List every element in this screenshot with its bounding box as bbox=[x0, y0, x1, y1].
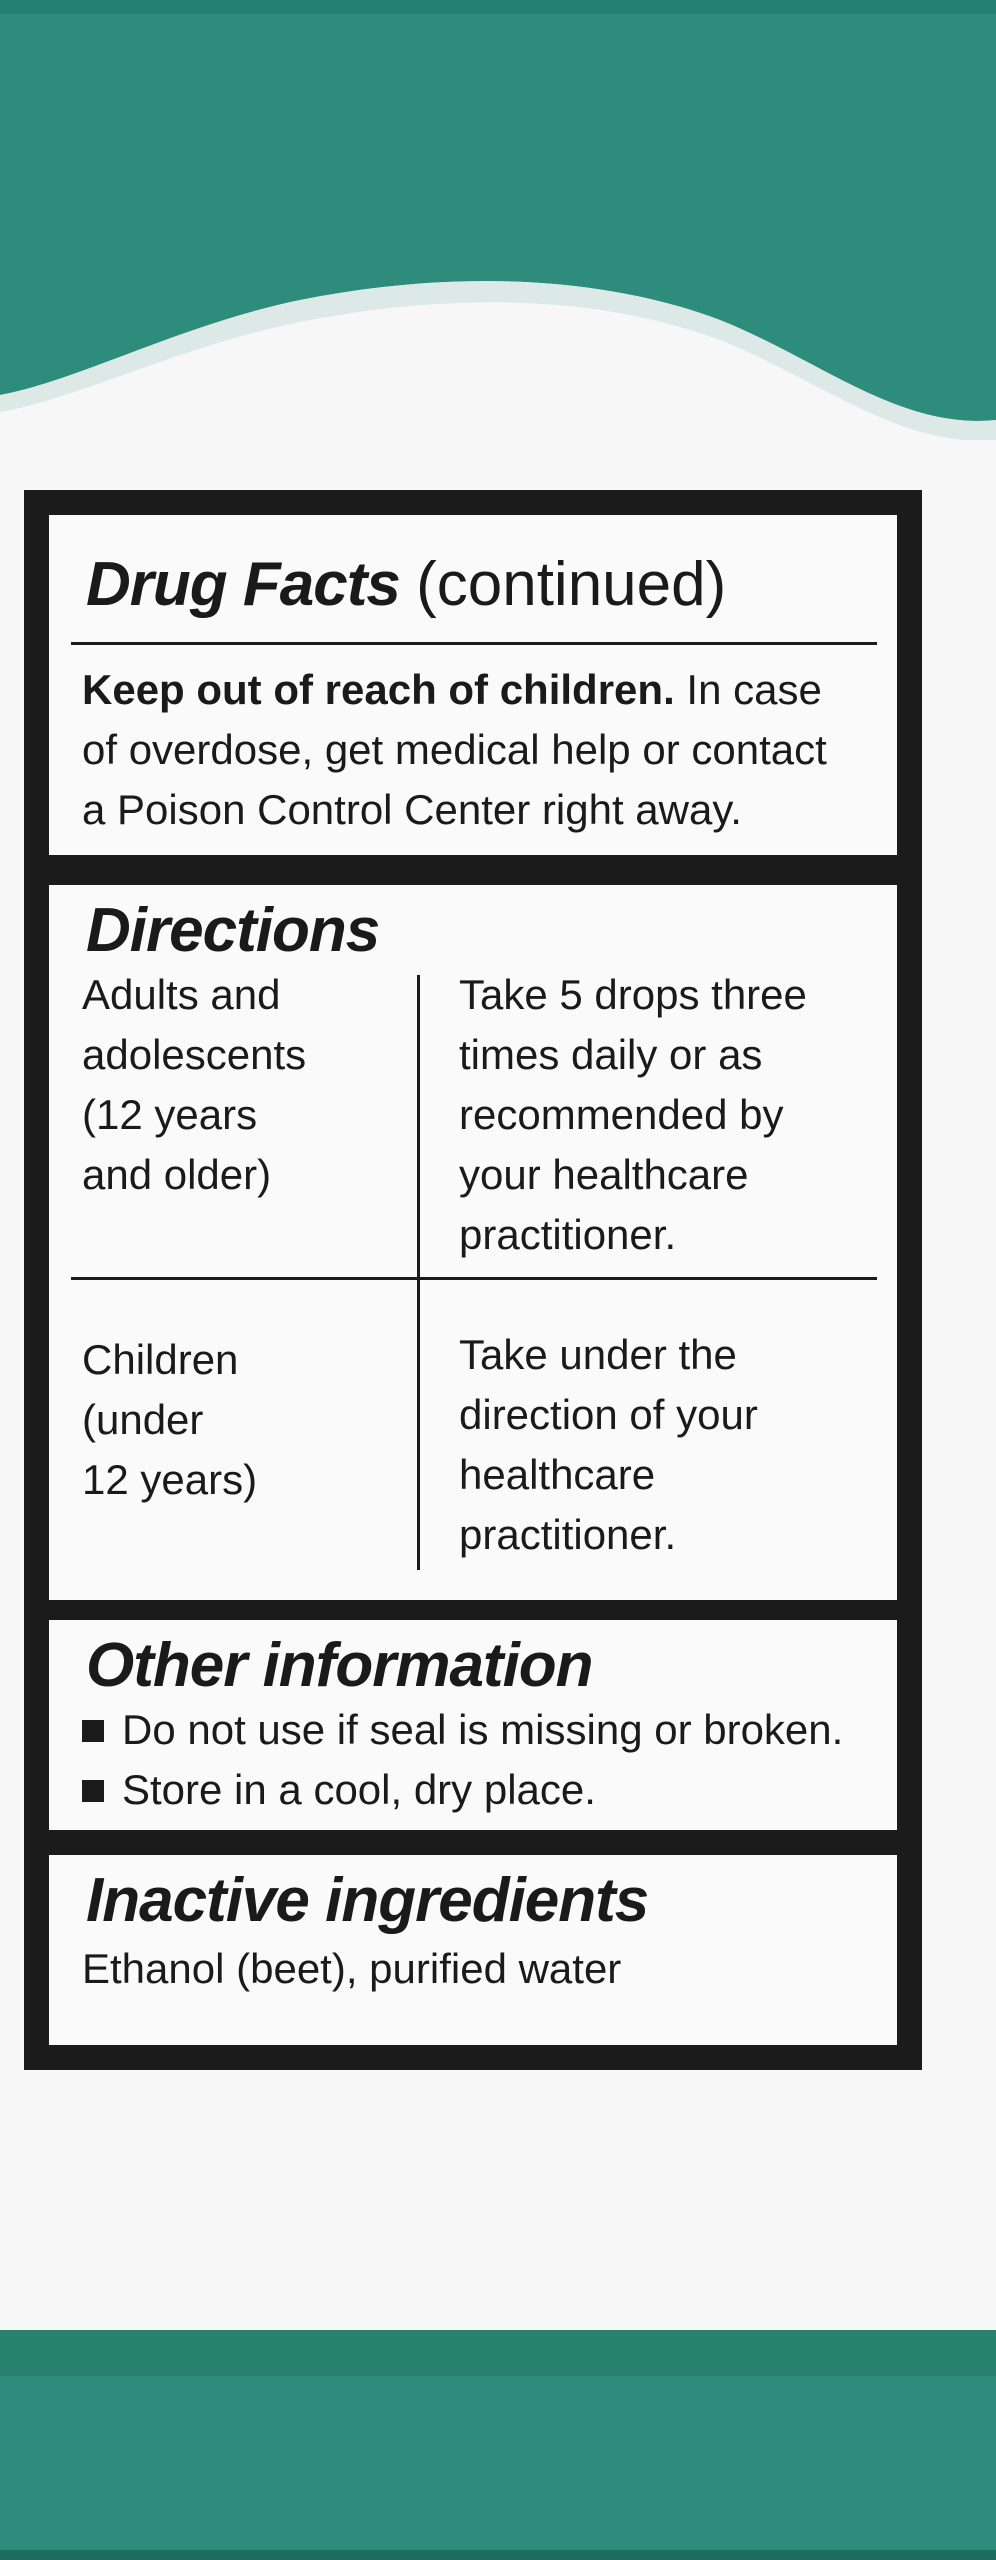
square-bullet-icon bbox=[82, 1780, 104, 1802]
directions-column-divider bbox=[417, 975, 420, 1570]
other-information-item bbox=[82, 1760, 596, 1820]
directions-row-1-who bbox=[82, 965, 306, 1205]
who-line: Adults and bbox=[82, 971, 281, 1018]
warning-bold: Keep out of reach of children. bbox=[82, 666, 675, 713]
directions-row-divider bbox=[71, 1277, 877, 1280]
who-line: (under bbox=[82, 1396, 204, 1443]
warning-line-2: of overdose, get medical help or contact bbox=[82, 726, 827, 773]
instruction-line: practitioner. bbox=[459, 1211, 677, 1258]
drug-facts-title bbox=[86, 549, 726, 620]
warning-line-3: a Poison Control Center right away. bbox=[82, 786, 742, 833]
instruction-line: Take under the bbox=[459, 1331, 737, 1378]
bottom-teal-band bbox=[0, 2330, 996, 2560]
who-line: Children bbox=[82, 1336, 239, 1383]
who-line: and older) bbox=[82, 1151, 272, 1198]
who-line: adolescents bbox=[82, 1031, 307, 1078]
other-information-title: Other information bbox=[86, 1631, 593, 1700]
instruction-line: recommended by bbox=[459, 1091, 784, 1138]
instruction-line: times daily or as bbox=[459, 1031, 763, 1078]
title-divider bbox=[71, 642, 877, 645]
item-text: Do not use if seal is missing or broken. bbox=[122, 1706, 844, 1753]
directions-row-2-instruction bbox=[459, 1325, 758, 1565]
directions-row-1-instruction bbox=[459, 965, 807, 1265]
inactive-ingredients-box bbox=[49, 1855, 897, 2045]
instruction-line: your healthcare bbox=[459, 1151, 749, 1198]
item-text: Store in a cool, dry place. bbox=[122, 1766, 596, 1813]
instruction-line: practitioner. bbox=[459, 1511, 677, 1558]
warning-text bbox=[82, 660, 872, 840]
other-information-item bbox=[82, 1700, 843, 1760]
square-bullet-icon bbox=[82, 1720, 104, 1742]
bottom-band-shade bbox=[0, 2330, 996, 2376]
directions-box bbox=[49, 885, 897, 1600]
who-line: 12 years) bbox=[82, 1456, 258, 1503]
instruction-line: Take 5 drops three bbox=[459, 971, 807, 1018]
instruction-line: healthcare bbox=[459, 1451, 656, 1498]
drug-facts-panel bbox=[24, 490, 922, 2070]
bottom-band-edge bbox=[0, 2550, 996, 2560]
inactive-ingredients-text: Ethanol (beet), purified water bbox=[82, 1945, 622, 1992]
warning-line-1-rest: In case bbox=[674, 666, 822, 713]
warning-line-1 bbox=[82, 660, 872, 720]
other-information-box bbox=[49, 1620, 897, 1830]
who-line: (12 years bbox=[82, 1091, 258, 1138]
directions-row-2-who bbox=[82, 1330, 257, 1510]
inactive-ingredients-title: Inactive ingredients bbox=[86, 1866, 649, 1935]
instruction-line: direction of your bbox=[459, 1391, 758, 1438]
drug-facts-title-suffix: (continued) bbox=[416, 550, 727, 619]
drug-facts-warning-box bbox=[49, 515, 897, 855]
directions-title: Directions bbox=[86, 896, 380, 965]
top-teal-band bbox=[0, 0, 996, 440]
drug-facts-title-bold: Drug Facts bbox=[86, 550, 400, 619]
